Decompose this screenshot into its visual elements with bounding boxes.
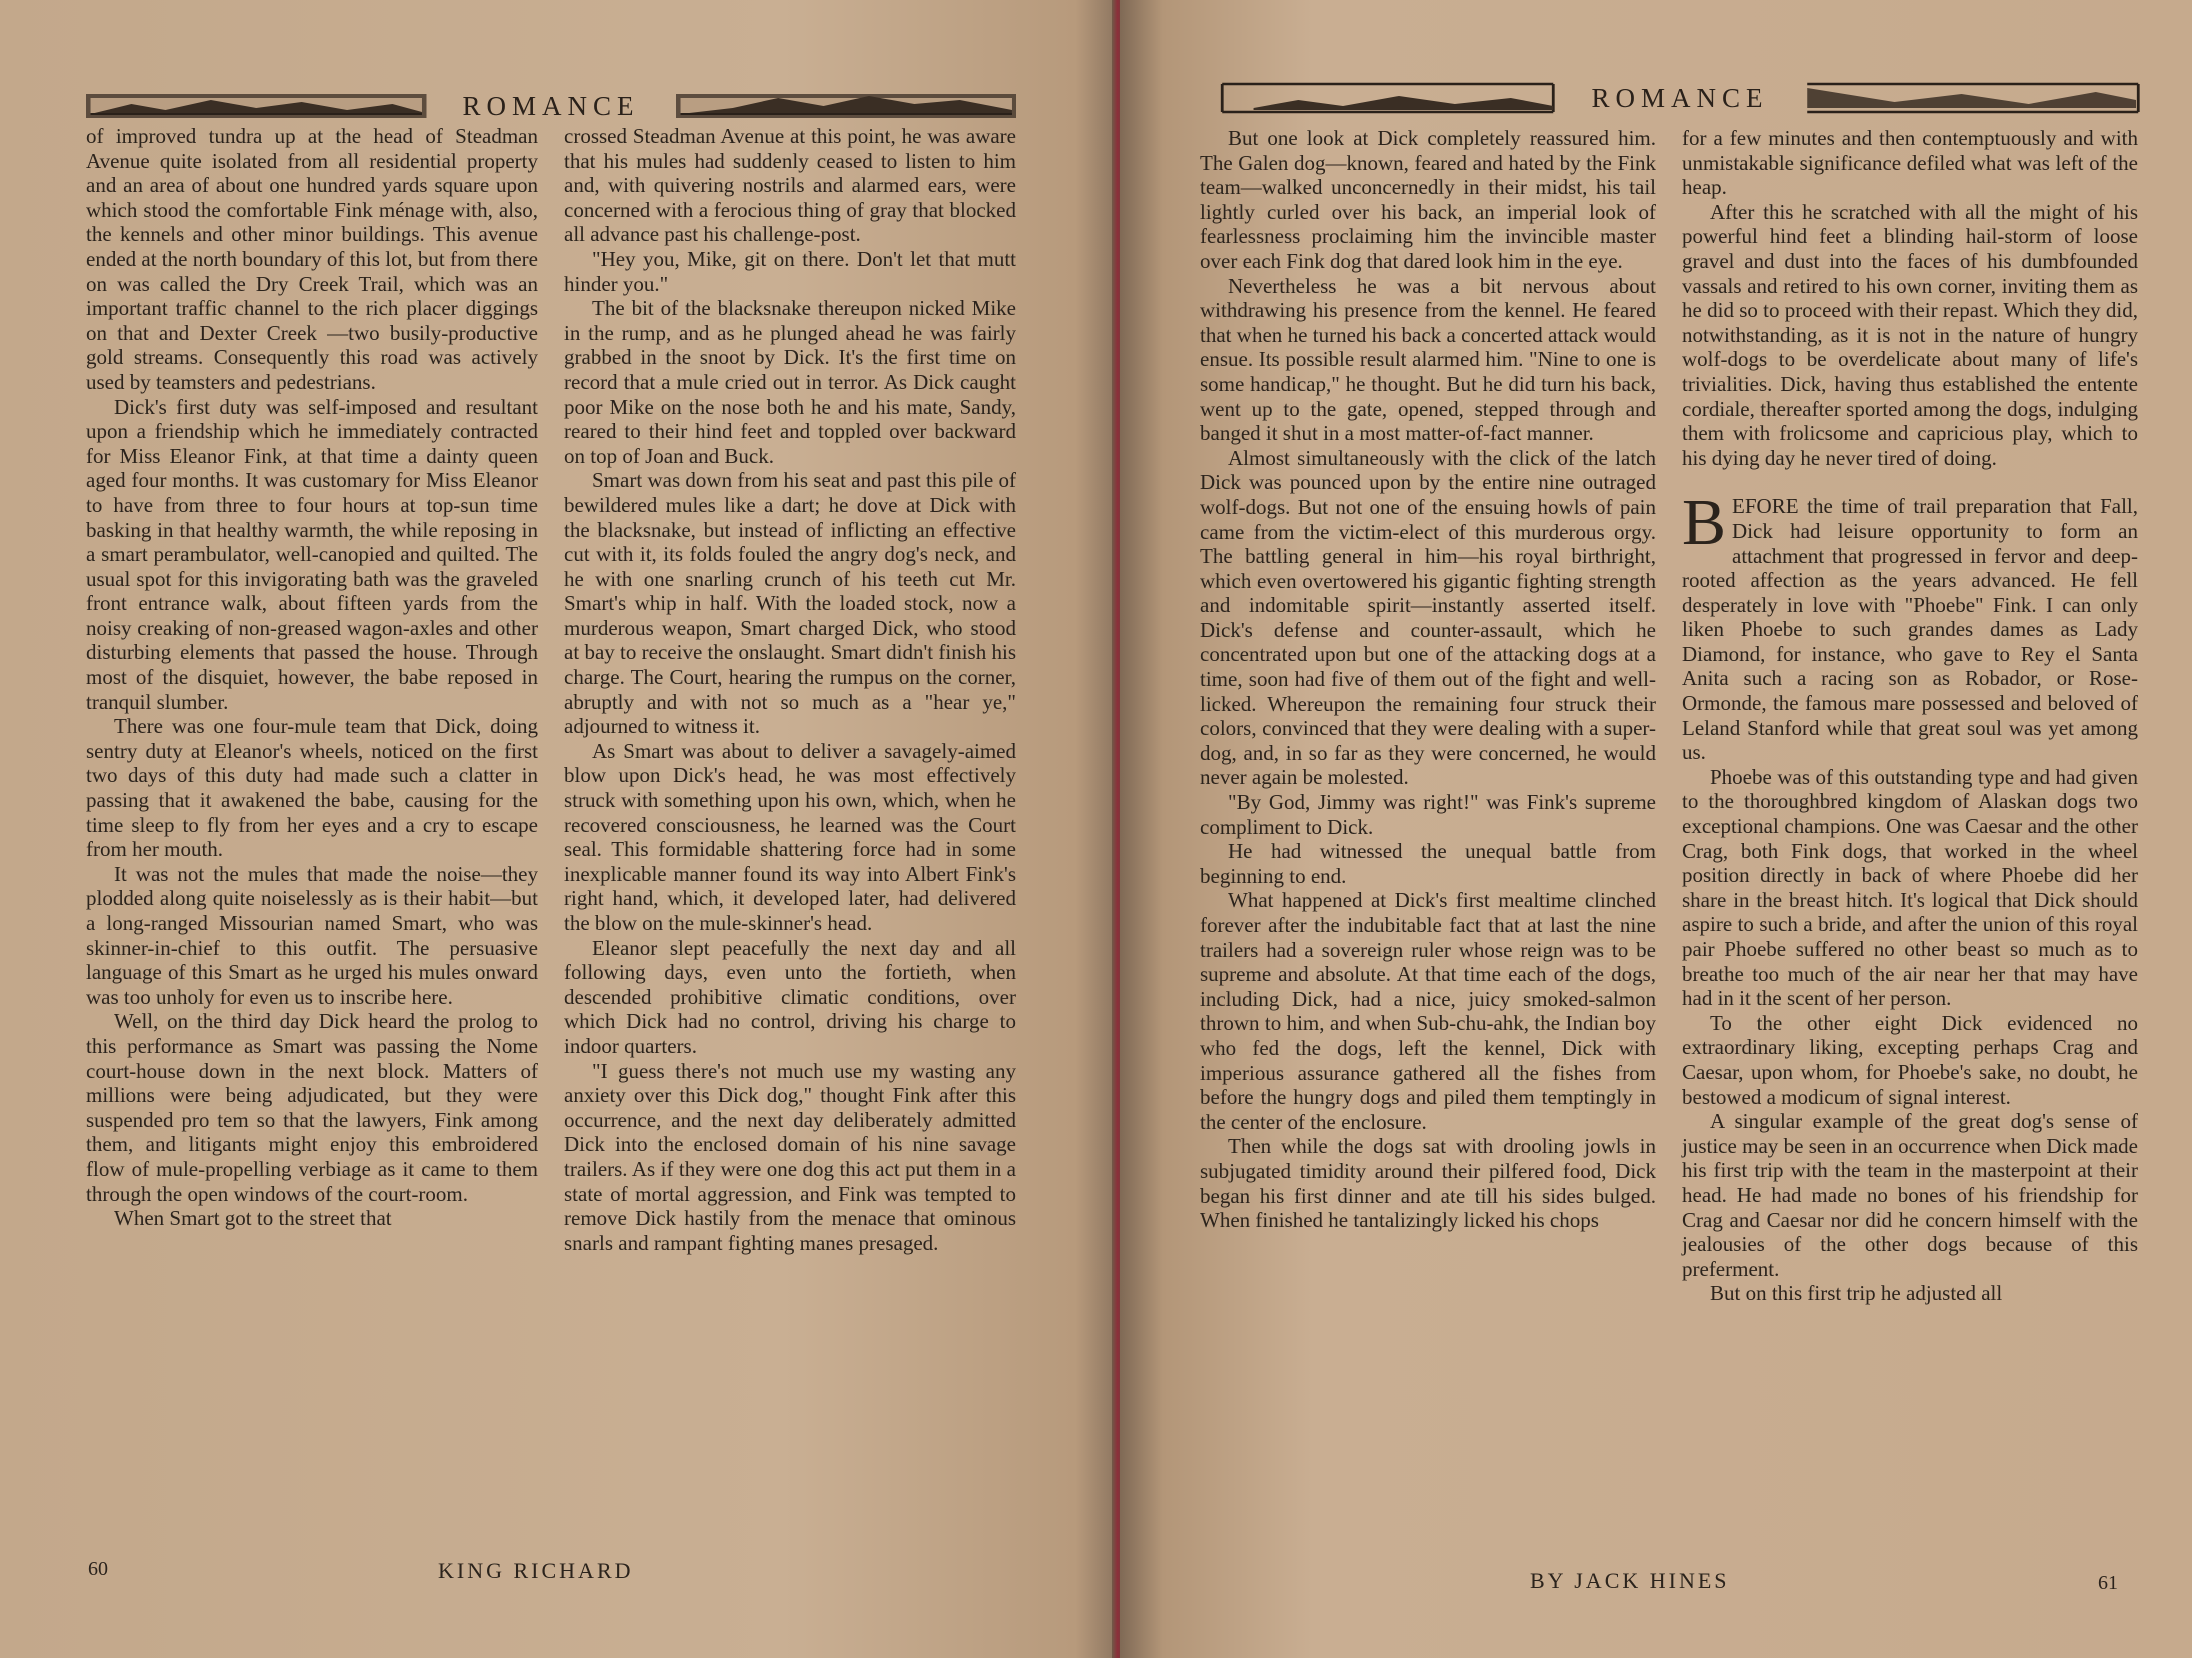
left-text-columns [86,124,1016,1255]
page-number: 61 [2098,1572,2118,1594]
mountain-vignette-right [1805,78,2141,118]
paragraph: Nevertheless he was a bit nervous about withdrawing his presence from the kennel. He feared that when he turned his back a concerted attack would ensue. Its possible result alarmed him. "Nine to one is some handicap," he thought. But he did turn his back, went up to the gate, opened, stepped through and banged it shut in a most matter-of-fact manner. [1200,273,1656,446]
paragraph: of improved tundra up at the head of Steadman Avenue quite isolated from all residential property and an area of about one hundred yards square upon which stood the comfortable Fink ménage with, also, the kennels and other minor buildings. This avenue ended at the north boundary of this lot, but from there on was called the Dry Creek Trail, which was an important traffic channel to the rich placer diggings on that and Dexter Creek —two busily-productive gold streams. Consequently this road was actively used by teamsters and pedestrians. [86,124,538,394]
page-footer-title: KING RICHARD [438,1558,634,1583]
paragraph: Dick's first duty was self-imposed and resultant upon a friendship which he immediately contracted for Miss Eleanor Fink, at that time a dainty queen aged four months. It was customary for Miss Eleanor to have from three to four hours at top-sun time basking in that healthy warmth, the while reposing in a smart perambulator, well-canopied and quilted. The usual spot for this invigorating bath was the graveled front entrance walk, about fifteen yards from the noisy creaking of non-greased wagon-axles and other disturbing elements that passed the house. Through most of the disquiet, however, the babe reposed in tranquil slumber. [86,394,538,714]
paragraph: What happened at Dick's first mealtime clinched forever after the indubitable fact that at last the nine trailers had a sovereign ruler whose reign was to be supreme and absolute. At that time each of the dogs, including Dick, had a nice, juicy smoked-salmon thrown to him, and when Sub-chu-ahk, the Indian boy who fed the dogs, left the kennel, Dick with imperious assurance gathered all the fishes from before the hungry dogs and piled them temptingly in the center of the enclosure. [1200,888,1656,1134]
mountain-vignette-left [86,86,427,126]
section-title: ROMANCE [462,90,640,121]
paragraph: Almost simultaneously with the click of the latch Dick was pounced upon by the entire nine outraged wolf-dogs. But not one of the ensuing howls of pain came from the victim-elect of this murderous orgy. The battling general in him—his royal birthright, which even overtowered his gigantic fighting strength and indomitable spirit—instantly asserted itself. Dick's defense and counter-assault, which he concentrated upon but one of the attacking dogs at a time, soon had five of them out of the fight and well-licked. Whereupon the remaining four struck their colors, convinced that they were dealing with a super-dog, and, in so far as they were concerned, he would never again be molested. [1200,445,1656,790]
paragraph: Phoebe was of this outstanding type and had given to the thoroughbred kingdom of Alaskan dogs two exceptional champions. One was Caesar and the other Crag, both Fink dogs, that worked in the wheel position directly in back of where Phoebe did her share in the breast hitch. It's logical that Dick should aspire to such a bride, and after the union of this royal pair Phoebe suffered no other beast so much as to breathe too much of the air near her that may have had in it the scent of her person. [1682,764,2138,1011]
paragraph: Eleanor slept peacefully the next day and all following days, even unto the fortieth, when descended prohibitive climatic conditions, over which Dick had no control, driving his charge to indoor quarters. [564,935,1016,1058]
paragraph: Well, on the third day Dick heard the prolog to this performance as Smart was passing the Nome court-house down in the next block. Matters of millions were being adjudicated, but they were suspended pro tem so that the lawyers, Fink among them, and litigants might enjoy this embroidered flow of mule-propelling verbiage as it came to them through the open windows of the court-room. [86,1009,538,1206]
text-column-1 [1200,126,1656,1306]
paragraph: As Smart was about to deliver a savagely-aimed blow upon Dick's head, he was most effectively struck with something upon his own, which, when he recovered consciousness, he learned was the Court seal. This formidable shattering force had in some inexplicable manner found its way into Albert Fink's right hand, which, it developed later, had delivered the blow on the mule-skinner's head. [564,738,1016,935]
mountain-vignette-right [676,86,1017,126]
section-break [1682,470,2138,494]
page-footer-author: BY JACK HINES [1530,1568,1730,1593]
paragraph: But one look at Dick completely reassured him. The Galen dog—known, feared and hated by the Fink team—walked unconcernedly in their midst, his tail lightly curled over his back, an imperial look of fearlessness proclaiming him the invincible master over each Fink dog that dared look him in the eye. [1200,126,1656,273]
paragraph: Smart was down from his seat and past this pile of bewildered mules like a dart; he dove at Dick with the blacksnake, but instead of inflicting an effective cut with it, its folds fouled the angry dog's neck, and he with one snarling crunch of his teeth cut Mr. Smart's whip in half. With the loaded stock, now a murderous weapon, Smart charged Dick, who stood at bay to receive the onslaught. Smart didn't finish his charge. The Court, hearing the rumpus on the corner, abruptly and with not so much as a "hear ye," adjourned to witness it. [564,468,1016,739]
paragraph: When Smart got to the street that [114,1206,392,1231]
running-header-right [1220,70,2140,126]
text-column-1 [86,124,538,1255]
paragraph-text: EFORE the time of trail preparation that Fall, Dick had leisure opportunity to form an attachment that progressed in fervor and deep-rooted affection as the years advanced. He fell desperately in love with "Phoebe" Fink. I can only liken Phoebe to such grandes dames as Lady Diamond, for instance, who gave to Rey el Santa Anita such a racing son as Robador, or Rose-Ormonde, the famous mare possessed and beloved of Leland Stanford while that great soul was yet among us. [1682,494,2138,765]
paragraph: Then while the dogs sat with drooling jowls in subjugated timidity around their pilfered food, Dick began his first dinner and ate till his sides bulged. When finished he tantalizingly licked his chops [1200,1134,1656,1233]
paragraph: crossed Steadman Avenue at this point, he was aware that his mules had suddenly ceased to listen to him and, with quivering nostrils and alarmed ears, were concerned with a ferocious thing of gray that blocked all advance past his challenge-post. [564,124,1016,247]
mountain-vignette-left [1220,78,1556,118]
paragraph: After this he scratched with all the might of his powerful hind feet a blinding hail-storm of loose gravel and dust into the faces of his dumbfounded vassals and retired to his own corner, inviting them as he did so to proceed with their repast. Which they did, notwithstanding, as it is not in the nature of hungry wolf-dogs to be overdelicate about many of life's trivialities. Dick, having thus established the entente cordiale, thereafter sported among the dogs, indulging them with frolicsome and capricious play, which to his dying day he never tired of doing. [1682,199,2138,470]
paragraph: "I guess there's not much use my wasting any anxiety over this Dick dog," thought Fink after this occurrence, and the next day deliberately admitted Dick into the enclosed domain of his nine savage trailers. As if they were one dog this act put them in a state of mortal aggression, and Fink was tempted to remove Dick hastily from the menace that ominous snarls and rampant fighting manes presaged. [564,1058,1016,1255]
paragraph: There was one four-mule team that Dick, doing sentry duty at Eleanor's wheels, noticed on the first two days of this duty had made such a clatter in passing that it awakened the babe, causing for the time sleep to fly from her eyes and a cry to escape from her mouth. [86,714,538,862]
paragraph: for a few minutes and then contemptuously and with unmistakable significance defiled what was left of the heap. [1682,126,2138,200]
paragraph: It was not the mules that made the noise—they plodded along quite noiselessly as is their habit—but a long-ranged Missourian named Smart, who was skinner-in-chief to this outfit. The persuasive language of this Smart as he urged his mules onward was too unholy for even us to inscribe here. [86,861,538,1009]
paragraph: "Hey you, Mike, git on there. Don't let that mutt hinder you." [564,246,1016,296]
paragraph: But on this first trip he adjusted all [1710,1281,2003,1306]
drop-cap: B [1682,486,1727,560]
section-title: ROMANCE [1591,82,1769,113]
text-column-2 [564,124,1016,1255]
paragraph: He had witnessed the unequal battle from beginning to end. [1200,839,1656,888]
right-page [1120,0,2192,1658]
drop-cap-paragraph [1682,486,2138,765]
paragraph: To the other eight Dick evidenced no extraordinary liking, excepting perhaps Crag and Caesar, upon whom, for Phoebe's sake, no doubt, he bestowed a modicum of signal interest. [1682,1010,2138,1109]
paragraph: A singular example of the great dog's sense of justice may be seen in an occurrence when Dick made his first trip with the team in the masterpoint at their head. He had made no bones of his friendship for Crag and Caesar nor did he concern himself with the jealousies of the other dogs because of this preferment. [1682,1109,2138,1281]
paragraph: The bit of the blacksnake thereupon nicked Mike in the rump, and as he plunged ahead he was fairly grabbed in the snoot by Dick. It's the first time on record that a mule cried out in terror. As Dick caught poor Mike on the nose both he and his mate, Sandy, reared to their hind feet and toppled over backward on top of Joan and Buck. [564,296,1016,468]
page-number: 60 [88,1558,108,1580]
right-text-columns [1200,126,2138,1306]
paragraph: "By God, Jimmy was right!" was Fink's supreme compliment to Dick. [1200,790,1656,839]
text-column-2 [1682,126,2138,1306]
